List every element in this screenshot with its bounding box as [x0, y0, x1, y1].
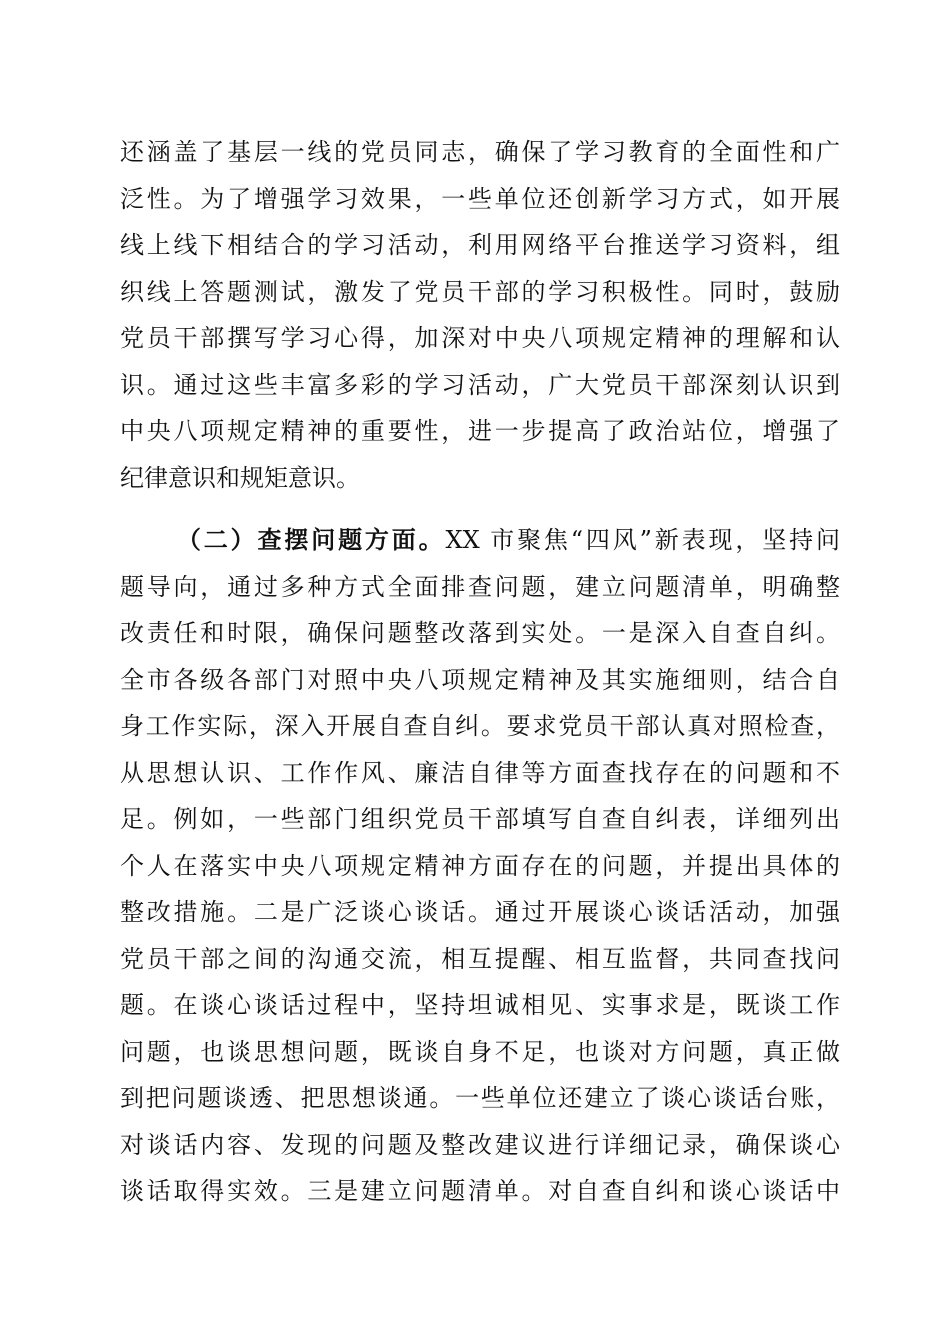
text-line: 整改措施。二是广泛谈心谈话。通过开展谈心谈话活动，加强: [120, 898, 840, 926]
text-line: 题导向，通过多种方式全面排查问题，建立问题清单，明确整: [120, 572, 840, 601]
text-line: 身工作实际，深入开展自查自纠。要求党员干部认真对照检查，: [120, 712, 840, 740]
text-line: 党员干部撰写学习心得，加深对中央八项规定精神的理解和认: [120, 324, 840, 352]
text-line: 题。在谈心谈话过程中，坚持坦诚相见、实事求是，既谈工作: [120, 991, 840, 1019]
text-line: [120, 517, 840, 564]
text-line: 还涵盖了基层一线的党员同志，确保了学习教育的全面性和广: [120, 138, 840, 166]
text-line: 党员干部之间的沟通交流，相互提醒、相互监督，共同查找问: [120, 944, 840, 973]
text-line: 改责任和时限，确保问题整改落到实处。一是深入自查自纠。: [120, 619, 840, 647]
paragraph-study-activities: [120, 129, 840, 501]
text-line: 个人在落实中央八项规定精神方面存在的问题，并提出具体的: [120, 851, 840, 880]
heading-line-text: XX 市聚焦“四风”新表现，坚持问: [445, 526, 840, 554]
text-line: 线上线下相结合的学习活动，利用网络平台推送学习资料，组: [120, 231, 840, 259]
text-line: 谈话取得实效。三是建立问题清单。对自查自纠和谈心谈话中: [120, 1177, 840, 1205]
text-line: 对谈话内容、发现的问题及整改建议进行详细记录，确保谈心: [120, 1130, 840, 1159]
text-line: 中央八项规定精神的重要性，进一步提高了政治站位，增强了: [120, 417, 840, 445]
text-line: 织线上答题测试，激发了党员干部的学习积极性。同时，鼓励: [120, 277, 840, 306]
text-line: 泛性。为了增强学习效果，一些单位还创新学习方式，如开展: [120, 184, 840, 213]
section-heading: （二）查摆问题方面。: [174, 525, 446, 554]
text-line: 识。通过这些丰富多彩的学习活动，广大党员干部深刻认识到: [120, 370, 840, 399]
text-line: 足。例如，一些部门组织党员干部填写自查自纠表，详细列出: [120, 805, 840, 833]
text-line: 到把问题谈透、把思想谈通。一些单位还建立了谈心谈话台账，: [120, 1084, 840, 1112]
text-line: 问题，也谈思想问题，既谈自身不足，也谈对方问题，真正做: [120, 1037, 840, 1066]
text-line: 从思想认识、工作作风、廉洁自律等方面查找存在的问题和不: [120, 758, 840, 787]
body-text: [120, 129, 840, 1215]
paragraph-problem-finding: [120, 517, 840, 1215]
text-line: 纪律意识和规矩意识。: [120, 463, 360, 492]
text-line: 全市各级各部门对照中央八项规定精神及其实施细则，结合自: [120, 665, 840, 694]
